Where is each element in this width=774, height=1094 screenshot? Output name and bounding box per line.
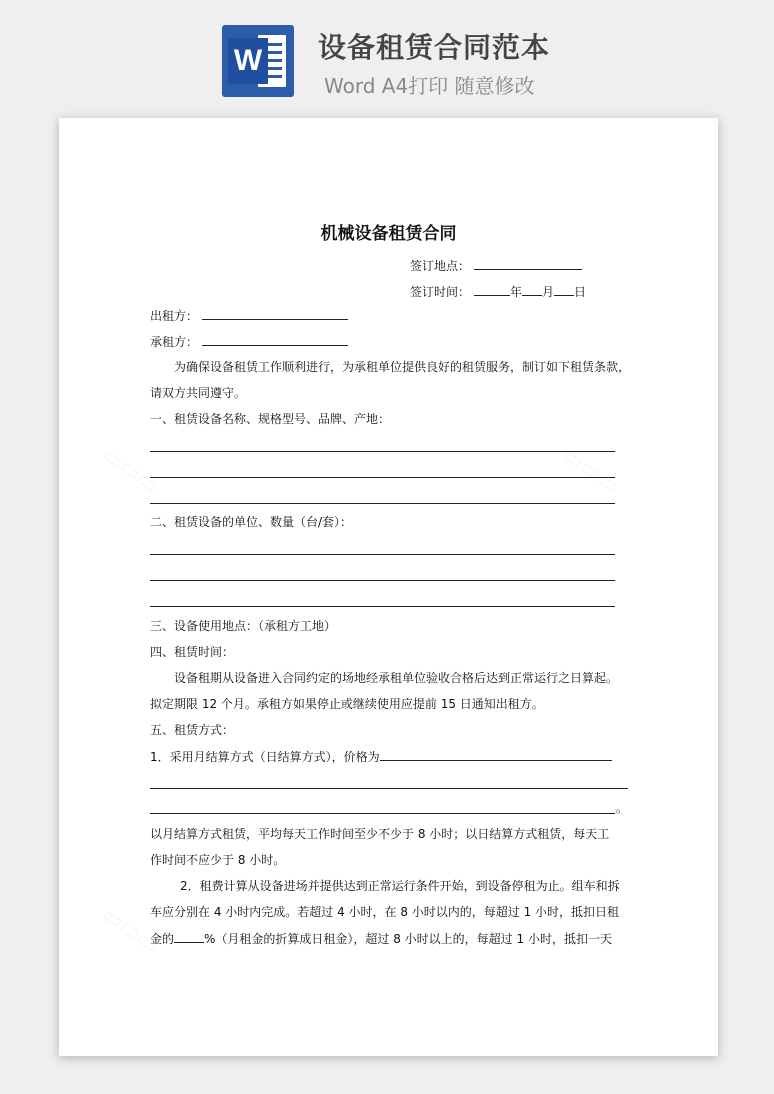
section-1-blank-line[interactable] <box>150 477 615 478</box>
header-title: 设备租赁合同范本 <box>318 31 551 64</box>
section-2-blank-line[interactable] <box>150 580 615 581</box>
section-1-blank-line[interactable] <box>150 503 615 504</box>
section-5-heading: 五、租赁方式： <box>150 723 235 737</box>
price-blank[interactable] <box>380 748 612 761</box>
lessor-row <box>150 307 348 324</box>
section-5-item-2-line-1: 2．租费计算从设备进场并提供达到正常运行条件开始，到设备停租为止。组车和拆 <box>180 879 620 893</box>
lessor-label: 出租方： <box>150 309 199 323</box>
lessor-blank[interactable] <box>202 307 348 320</box>
year-label: 年 <box>510 285 523 299</box>
section-5-item-2-line-2: 车应分别在 4 小时内完成。若超过 4 小时，在 8 小时以内的，每超过 1 小时，抵扣日租 <box>150 905 620 919</box>
section-2-blank-line[interactable] <box>150 606 615 607</box>
section-1-blank-line[interactable] <box>150 451 615 452</box>
lessee-blank[interactable] <box>202 333 348 346</box>
section-5-paragraph-1: 以月结算方式租赁，平均每天工作时间至少不少于 8 小时；以日结算方式租赁，每天工 <box>150 827 610 841</box>
section-5-item-2-line-3 <box>150 930 612 947</box>
sign-place-row <box>410 257 582 274</box>
section-1-heading: 一、租赁设备名称、规格型号、品牌、产地： <box>150 412 391 426</box>
sign-place-blank[interactable] <box>474 257 582 270</box>
deduction-rest: %（月租金的折算成日租金），超过 8 小时以上的，每超过 1 小时，抵扣一天 <box>204 932 612 946</box>
intro-line-1: 为确保设备租赁工作顺利进行，为承租单位提供良好的租赁服务，制订如下租赁条款， <box>174 360 631 374</box>
document-title: 机械设备租赁合同 <box>320 224 457 244</box>
month-label: 月 <box>542 285 555 299</box>
deduction-percent-blank[interactable] <box>174 930 204 943</box>
lessee-label: 承租方： <box>150 335 199 349</box>
section-3-heading: 三、设备使用地点：（承租方工地） <box>150 619 337 633</box>
price-blank-line[interactable] <box>150 813 615 814</box>
word-logo-icon <box>222 25 294 97</box>
intro-line-2: 请双方共同遵守。 <box>150 386 247 400</box>
year-blank[interactable] <box>474 283 510 296</box>
header-subtitle: Word A4打印 随意修改 <box>324 74 535 98</box>
section-4-paragraph-2: 拟定期限 12 个月。承租方如果停止或继续使用应提前 15 日通知出租方。 <box>150 697 544 711</box>
logo-letter: W <box>228 38 268 84</box>
lessee-row <box>150 333 348 350</box>
document-page <box>59 118 718 1056</box>
section-2-heading: 二、租赁设备的单位、数量（台/套）： <box>150 515 353 529</box>
price-label: 1．采用月结算方式（日结算方式），价格为 <box>150 750 380 764</box>
section-2-blank-line[interactable] <box>150 554 615 555</box>
section-5-item-1 <box>150 748 612 765</box>
month-blank[interactable] <box>522 283 542 296</box>
day-label: 日 <box>574 285 587 299</box>
deduction-label: 金的 <box>150 932 175 946</box>
price-blank-line[interactable] <box>150 788 628 789</box>
price-period: 。 <box>616 801 629 815</box>
sign-time-label: 签订时间： <box>410 285 471 299</box>
header <box>0 0 774 118</box>
sign-time-row <box>410 283 586 300</box>
sign-place-label: 签订地点： <box>410 259 471 273</box>
section-5-paragraph-2: 作时间不应少于 8 小时。 <box>150 853 286 867</box>
section-4-heading: 四、租赁时间： <box>150 645 235 659</box>
section-4-paragraph-1: 设备租期从设备进入合同约定的场地经承租单位验收合格后达到正常运行之日算起。 <box>174 671 619 685</box>
day-blank[interactable] <box>554 283 574 296</box>
